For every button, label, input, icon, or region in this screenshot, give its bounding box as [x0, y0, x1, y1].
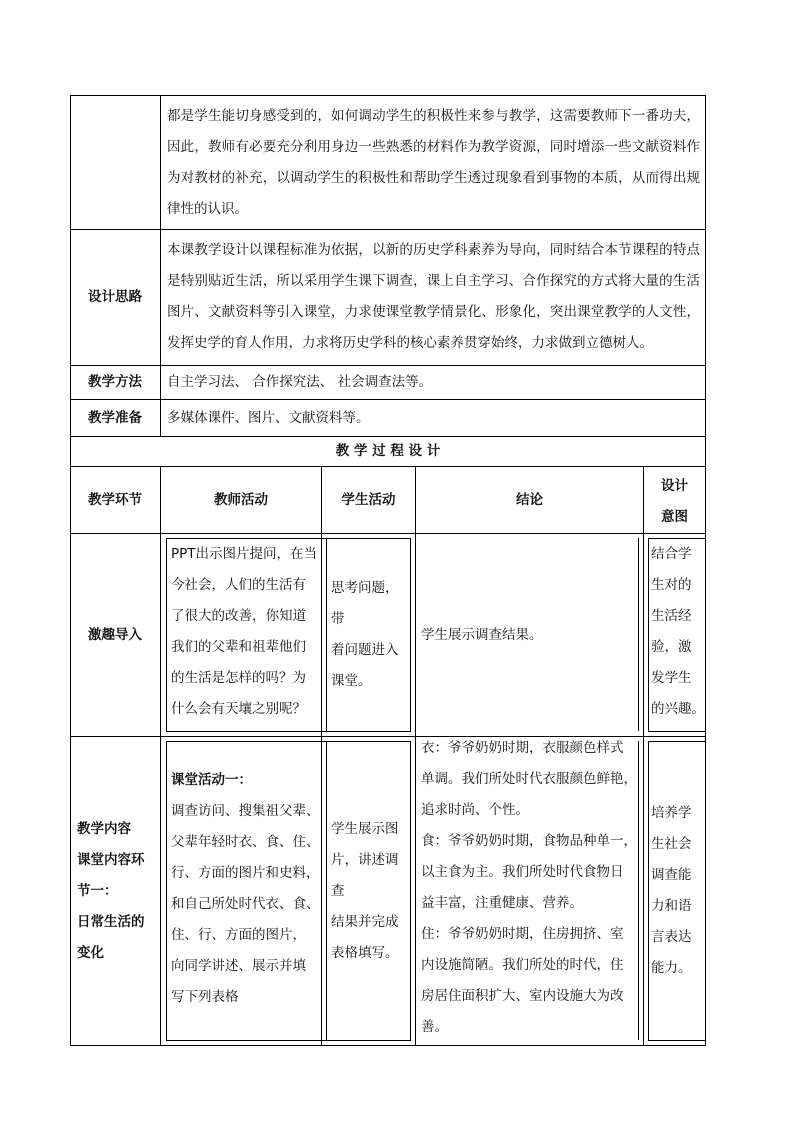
column-divider: [643, 466, 644, 1045]
label-divider: [160, 95, 161, 436]
cell-inner-border: [648, 741, 649, 1040]
row2-stage: 教学内容 课堂内容环 节一： 日常生活的 变化: [77, 820, 145, 961]
cell-inner-border: [648, 538, 649, 731]
cell-inner-border: [638, 538, 639, 731]
row2-intent: 培养学 生社会 调查能 力和语 言表达 能力。: [651, 805, 692, 976]
cell-inner-border: [410, 741, 411, 1040]
table-border-top: [70, 95, 706, 96]
row-divider: [70, 229, 706, 230]
row-divider: [70, 533, 706, 534]
table-border-bottom: [70, 1045, 706, 1046]
row2-teacher: 调查访问、搜集祖父辈、 父辈年轻时衣、食、住、 行、方面的图片和史料， 和自己所处时代衣、食、 住、行、方面的图片， 向同学讲述、展示并填 写下列表格: [171, 802, 320, 1005]
header-student: 学生活动: [341, 491, 396, 508]
method-label: 教学方法: [88, 374, 142, 390]
cell-inner-border: [326, 1040, 411, 1041]
cell-inner-border: [166, 731, 327, 732]
row2-student: 学生展示图 片，讲述调查 结果并完成 表格填写。: [331, 820, 399, 961]
row2-teacher-block: [171, 737, 323, 1040]
cell-inner-border: [326, 741, 327, 1040]
header-teacher: 教师活动: [214, 491, 268, 508]
row1-stage: 激趣导入: [88, 626, 142, 643]
cell-inner-border: [648, 1040, 706, 1041]
header-stage: 教学环节: [88, 491, 142, 508]
design-idea-label: 设计思路: [88, 288, 142, 305]
cell-inner-border: [166, 741, 167, 1040]
cell-inner-border: [326, 538, 327, 731]
cell-inner-border: [326, 731, 411, 732]
row2-teacher-heading: 课堂活动一：: [171, 771, 252, 788]
preparation-text: 多媒体课件、图片、文献资料等。: [167, 409, 370, 426]
header-conclusion: 结论: [516, 491, 543, 508]
row1-student: 思考问题，带 着问题进入 课堂。: [331, 580, 399, 689]
method-text: 自主学习法、 合作探究法、 社会调查法等。: [167, 374, 433, 390]
table-border-right: [705, 95, 706, 1045]
column-divider: [160, 466, 161, 1045]
continued-paragraph: 都是学生能切身感受到的，如何调动学生的积极性来参与教学，这需要教师下一番功夫，因此，教师有必要充分利用身边一些熟悉的材料作为教学资源，同时增添一些文献资料作为对教材的补充，以调动学生的积极性和帮助学生透过现象看到事物的本质，从而得出规律性的认识。: [167, 108, 700, 217]
cell-inner-border: [410, 538, 411, 731]
header-intent: 设计 意图: [661, 478, 688, 525]
row2-conclusion: 衣：爷爷奶奶时期，衣服颜色样式 单调。我们所处时代衣服颜色鲜艳， 追求时尚、个性。 食：爷爷奶奶时期，食物品种单一， 以主食为主。我们所处时代食物日 益丰富，注重健康、营养。 住：爷爷奶奶时期，住房拥挤、室 内设施简陋。我们所处的时代，住 房居住面积扩大、室内设施大为改 善。: [421, 740, 637, 1035]
preparation-label: 教学准备: [88, 409, 142, 426]
row1-conclusion: 学生展示调查结果。: [421, 626, 543, 643]
row1-teacher: PPT出示图片提问，在当 今社会，人们的生活有 了很大的改善，你知道 我们的父辈和祖辈他们 的生活是怎样的吗？为 什么会有天壤之别呢？: [171, 546, 318, 717]
process-title: 教 学 过 程 设 计: [335, 443, 441, 459]
column-divider: [415, 466, 416, 1045]
design-idea-text: 本课教学设计以课程标准为依据，以新的历史学科素养为导向，同时结合本节课程的特点是特别贴近生活，所以采用学生课下调查，课上自主学习、合作探究的方式将大量的生活图片、文献资料等引入课堂，力求使课堂教学情景化、形象化，突出课堂教学的人文性，发挥史学的育人作用，力求将历史学科的核心素养贯穿始终，力求做到立德树人。: [167, 242, 700, 351]
cell-inner-border: [166, 538, 167, 731]
row1-intent: 结合学 生对的 生活经 验，激 发学生 的兴趣。: [651, 546, 705, 717]
cell-inner-border: [166, 1040, 327, 1041]
cell-inner-border: [648, 731, 706, 732]
